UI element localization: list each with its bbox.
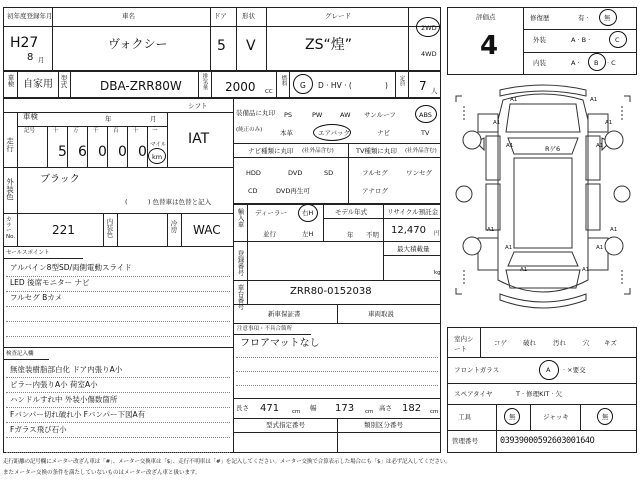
inspector-note-line: Fガラス飛び石小: [10, 425, 67, 434]
width-value: 173: [335, 403, 355, 414]
chassis-label: 車台番号: [236, 284, 245, 310]
exterior-grade-opts: A · B ·: [571, 36, 591, 44]
damage-mark: A1: [487, 227, 495, 233]
new-car-warranty: 新車保証書: [268, 310, 301, 318]
recycle-label: リサイクル預託金: [387, 208, 439, 216]
interior-b-circle: [588, 53, 606, 71]
seat-tear: 破れ: [523, 339, 536, 347]
score-value: 4: [480, 31, 499, 61]
inspector-note-line: ハンドルすれ中 外装小傷数箇所: [10, 395, 118, 404]
navi-hdd: HDD: [246, 169, 261, 177]
eq-airbag: エアバック: [318, 129, 350, 137]
navi-dvd: DVD: [288, 169, 303, 177]
cc-unit: CC: [265, 89, 273, 95]
model-code: DBA-ZRR80W: [100, 79, 182, 93]
seat-scratch: キズ: [604, 339, 617, 347]
exterior-c-circle: [609, 31, 627, 48]
model-label: 型式: [59, 75, 68, 88]
spare-tire-opts: T · 修理KIT · 欠: [516, 390, 563, 398]
width-label: 幅: [310, 404, 317, 412]
door-label: ドア: [214, 12, 227, 20]
length-value: 471: [260, 403, 280, 414]
ac-value: WAC: [193, 223, 221, 237]
damage-mark: A1: [596, 143, 604, 149]
mgmt-no-label: 管理番号: [452, 437, 478, 445]
seat-stain: 汚れ: [553, 339, 566, 347]
km-unit: km: [152, 153, 163, 161]
damage-mark: A1: [610, 227, 618, 233]
front-glass-label: フロントガラス: [454, 366, 500, 374]
digit-header: 一: [152, 128, 158, 134]
footer-line-1: 走行距離の記号欄にメーター改ざん車は「#」、メーター交換車は「$」、走行不明車は「#」を記入してください。メーター交換で合算表示した場合にも「$」は必ず記入してください。: [3, 459, 451, 465]
capacity-unit: 人: [431, 87, 438, 95]
front-glass-a-circle: [539, 360, 559, 380]
car-name-label: 車名: [122, 12, 135, 20]
exterior-grade-sel: C: [615, 36, 620, 44]
drive-4wd: 4WD: [421, 50, 437, 58]
model-year-label: モデル年式: [335, 208, 368, 216]
interior-color-label: 内装色: [105, 218, 114, 238]
reg-month-unit: 月: [38, 56, 45, 64]
capacity-label: 定員: [398, 75, 405, 86]
type-no-label: 型式指定番号: [266, 421, 305, 429]
equipment-title: 装備品に丸印: [236, 109, 275, 117]
digit-header: 十: [53, 128, 59, 134]
exterior-color: ブラック: [40, 174, 80, 185]
sales-point-line: アルパイン8型SD/両側電動スライド: [10, 263, 132, 272]
mgmt-no: 0393900059260300164O: [500, 436, 595, 446]
model-year-unknown: 不明: [366, 231, 379, 239]
exterior-color-label: 外装色: [5, 178, 15, 201]
navi-type-note: (社外品含む): [302, 148, 334, 154]
front-glass-sel: A: [546, 366, 551, 374]
import-dealer: ディーラー: [255, 209, 287, 217]
jack-sel: 無: [602, 413, 609, 421]
mileage-digit: 0: [98, 144, 107, 160]
eq-leather: 本革: [280, 129, 293, 137]
tv-analog: アナログ: [362, 187, 388, 195]
recycle-yen: 円: [434, 231, 440, 237]
sales-point-label: セールスポイント: [6, 250, 50, 256]
max-load-unit: kg: [434, 270, 441, 276]
ac-label: 冷房: [169, 220, 178, 233]
inspect-label: 車検: [23, 112, 38, 121]
damage-mark: A1: [582, 267, 590, 273]
mileage-digit: 6: [78, 144, 87, 160]
model-year-unit: 年: [347, 231, 354, 239]
mile-unit: マイル: [150, 142, 167, 148]
car-name: ヴォクシー: [108, 37, 168, 51]
interior-grade-c: · C: [607, 59, 616, 67]
jack-none-circle: [597, 408, 613, 425]
damage-mark: A1: [605, 120, 613, 126]
tools-label: 工具: [458, 413, 471, 421]
body-shape: V: [246, 38, 256, 54]
sales-point-line: フルセグ Bカメ: [10, 293, 63, 302]
inspect-year-unit: 年: [105, 115, 112, 123]
inspector-note-line: ピラー内張りA小 荷室A小: [10, 380, 98, 389]
interior-grade-label: 内装: [533, 59, 546, 67]
displacement: 2000: [225, 80, 256, 94]
shape-label: 形状: [242, 12, 255, 20]
seat-burn: コゲ: [494, 339, 507, 347]
notes-label: 注意事項・不具合箇所: [237, 326, 293, 332]
navi-dvd-playback: DVD再生可: [276, 187, 310, 195]
drive-2wd-circle: [416, 17, 440, 37]
import-label: 輸入車: [236, 208, 245, 228]
digit-header: 十: [133, 128, 139, 134]
inspector-label: 検査記入欄: [6, 351, 34, 357]
usage: 自家用: [23, 79, 53, 90]
tv-type-header: TV種類に丸印: [356, 147, 397, 155]
color-change-note: ) 色替車は色替と記入: [148, 198, 212, 206]
repair-label: 修復歴: [530, 14, 550, 22]
navi-cd: CD: [248, 187, 258, 195]
spare-tire-label: スペアタイヤ: [454, 390, 493, 398]
eq-navi: ナビ: [377, 129, 390, 137]
recycle-amount: 12,470: [391, 225, 426, 236]
tv-type-note: (社外品含む): [405, 148, 437, 154]
fuel-g-circle: [293, 74, 313, 94]
eq-sunroof: サンルーフ: [364, 111, 396, 119]
first-reg-label: 初年度登録年月: [7, 12, 53, 20]
damage-mark: A1: [596, 245, 604, 251]
interior-grade-sel: B: [594, 59, 599, 67]
reg-year: H27: [10, 35, 39, 51]
digit-header: 百: [113, 128, 119, 134]
height-value: 182: [402, 403, 422, 414]
damage-mark: A1: [510, 97, 518, 103]
max-load-label: 最大積載量: [397, 245, 430, 253]
digit-header: 万: [73, 128, 79, 134]
digit-header: 記号: [24, 128, 36, 134]
vehicle-manual: 車両取説: [368, 310, 394, 318]
navi-type-header: ナビ種類に丸印: [248, 147, 294, 155]
width-unit: cm: [365, 409, 374, 415]
reg-no-label: 登録番号: [236, 250, 245, 276]
color-no-label: カラーNo.: [6, 217, 16, 240]
mileage-digit: 0: [118, 144, 127, 160]
distance-label: 走行: [5, 137, 15, 152]
tv-oneseg: ワンセグ: [406, 169, 432, 177]
front-glass-rest: · ×要交: [563, 366, 586, 374]
km-circle: [148, 148, 166, 164]
fuel-g: G: [300, 81, 306, 90]
damage-mark: A1: [590, 97, 598, 103]
digit-header: 千: [93, 128, 99, 134]
chassis-no: ZRR80-0152038: [290, 286, 372, 297]
inspect-month-unit: 月: [150, 115, 157, 123]
seat-hole: 穴: [583, 339, 590, 347]
grade-label: グレード: [325, 12, 351, 20]
repair-no: 無: [604, 14, 611, 22]
interior-grade-a: A ·: [571, 59, 580, 67]
displacement-label: 排気量: [201, 73, 208, 90]
color-paren-open: (: [125, 198, 128, 206]
grade-value: ZS“煌”: [305, 37, 352, 53]
door-count: 5: [217, 38, 226, 54]
reg-month: 8: [27, 52, 34, 63]
class-no-label: 類別区分番号: [364, 421, 403, 429]
tools-none-circle: [504, 408, 520, 425]
color-no: 221: [52, 223, 75, 237]
eq-ps: PS: [284, 111, 293, 119]
tv-fullseg: フルセグ: [362, 169, 388, 177]
damage-mark: A1: [506, 143, 514, 149]
damage-mark-rg: Rゲ6: [545, 145, 561, 153]
inspector-note-line: Fバンパー切れ破れ小 Fバンパー下図A有: [10, 410, 146, 419]
capacity: 7: [419, 79, 427, 93]
tools-sel: 無: [509, 413, 516, 421]
notes-value: フロアマットなし: [240, 338, 320, 349]
vehicle-inspect-label-v: 車検: [6, 74, 15, 87]
right-hand-circle: [298, 204, 318, 222]
abs-circle: [415, 105, 437, 123]
fuel-label: 燃料: [280, 75, 287, 86]
damage-mark: A1: [493, 120, 501, 126]
car-damage-diagram: [448, 80, 638, 320]
length-label: 長さ: [236, 404, 249, 412]
eq-aw: AW: [340, 111, 351, 119]
inspector-note-line: 無塗装樹脂部白化 ドア内張りA小: [10, 365, 123, 374]
seat-label: 室内シート: [454, 335, 474, 353]
damage-mark: A1: [505, 245, 513, 251]
height-unit: cm: [430, 409, 439, 415]
import-right: 右H: [302, 209, 314, 217]
eq-pw: PW: [312, 111, 323, 119]
jack-label: ジャッキ: [543, 413, 569, 421]
repair-no-circle: [599, 9, 617, 26]
equipment-subtitle: (純正のみ): [236, 127, 263, 133]
height-label: 高さ: [379, 404, 392, 412]
shift-label: シフト: [188, 102, 208, 110]
airbag-circle: [313, 124, 351, 141]
navi-sd: SD: [324, 169, 334, 177]
exterior-grade-label: 外装: [533, 36, 546, 44]
import-parallel: 並行: [263, 230, 276, 238]
mileage-digit: 5: [58, 144, 67, 160]
drive-2wd: 2WD: [421, 24, 437, 32]
eq-abs: ABS: [419, 111, 432, 119]
score-label: 評価点: [476, 13, 496, 21]
fuel-options: D · HV · (: [318, 81, 352, 90]
sales-point-line: LED 後席モニター ナビ: [10, 278, 90, 287]
footer-line-2: またメーター交換の条件を満たしていないものはメーター改ざん車と扱います。: [3, 470, 201, 476]
length-unit: cm: [292, 409, 301, 415]
mileage-digit: 0: [138, 144, 147, 160]
repair-yes: 有 ·: [578, 14, 589, 22]
eq-tv: TV: [421, 129, 430, 137]
fuel-close: ): [385, 81, 388, 90]
damage-mark: A1: [520, 267, 528, 273]
import-left: 左H: [302, 230, 314, 238]
shift-value: IAT: [188, 131, 210, 147]
